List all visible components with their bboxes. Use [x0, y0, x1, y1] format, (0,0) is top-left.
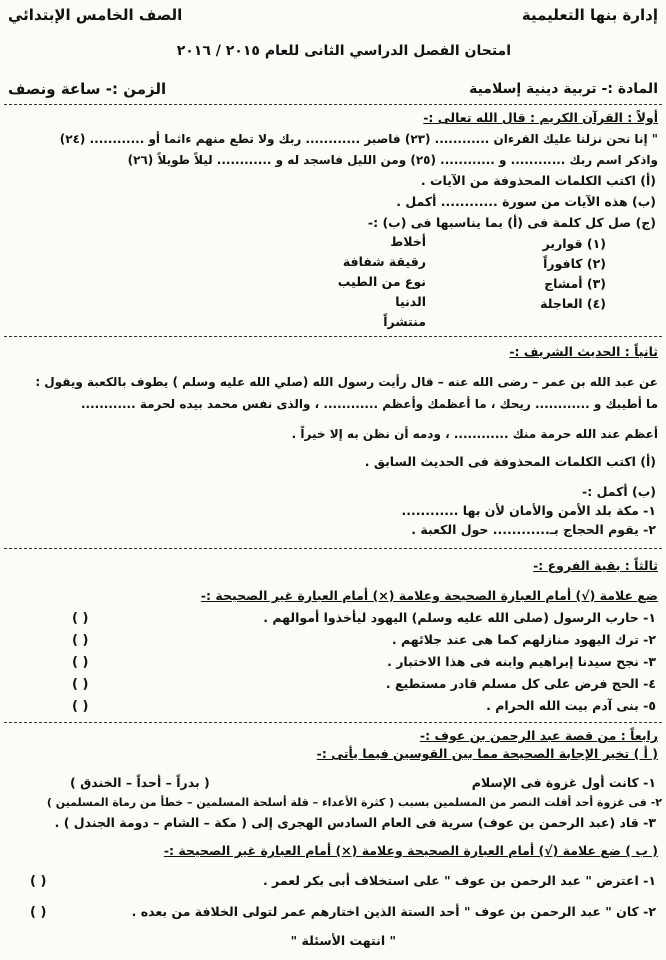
- q4-a-item-3: ٣- قاد (عبد الرحمن بن عوف) سرية فى العام السادس الهجرى إلى ( مكة – الشام – دومة الجندل ) .: [54, 815, 656, 830]
- q3-title: ثالثاً : بقية الفروع :-: [533, 558, 658, 573]
- q2-complete-2: ٢- يقوم الحجاج بـ............ حول الكعبة .: [411, 522, 656, 537]
- exam-title: امتحان الفصل الدراسي الثانى للعام ٢٠١٥ / ٢٠١٦: [176, 43, 511, 59]
- match-a-2: (٢) كافوراً: [543, 256, 606, 271]
- q4-b-item-1: ١- اعترض " عبد الرحمن بن عوف " على استخلاف أبى بكر لعمر .: [262, 873, 656, 888]
- q4-part-a-title: ( أ ) تخير الإجابة الصحيحة مما بين القوسين فيما يأتى :-: [316, 746, 658, 761]
- match-b-3: نوع من الطيب: [337, 274, 426, 289]
- divider: [4, 548, 662, 549]
- q1-part-b: (ب) هذه الآيات من سورة ............ أكمل .: [396, 194, 656, 209]
- q1-part-c: (ج) صل كل كلمة فى (أ) بما يناسبها فى (ب) :-: [367, 215, 656, 230]
- admin-name: إدارة بنها التعليمية: [521, 6, 658, 24]
- answer-parens[interactable]: ( ): [72, 611, 89, 626]
- match-b-1: أخلاط: [390, 234, 426, 249]
- q2-complete-1: ١- مكة بلد الأمن والأمان لأن بها ............: [401, 503, 656, 518]
- q4-part-b-title: ( ب ) ضع علامة (√) أمام العبارة الصحيحة وعلامة (×) أمام العبارة غير الصحيحة :-: [163, 843, 658, 858]
- q1-verse-line2: واذكر اسم ربك ............ و ............ (٢٥) ومن الليل فاسجد له و ............ ليلاً طويلاً (٢٦): [127, 153, 658, 167]
- divider: [4, 336, 662, 337]
- q4-title: رابعاً : من قصة عبد الرحمن بن عوف :-: [419, 728, 658, 743]
- q2-hadith-line3: أعظم عند الله حرمة منك ............ ، ودمه أن نظن به إلا خيراً .: [291, 427, 658, 441]
- subject-label: المادة :- تربية دينية إسلامية: [469, 81, 658, 97]
- q2-hadith-line2: ما أطيبك و ............ ريحك ، ما أعظمك وأعظم ............ ، والذى نفس محمد بيده لحرمة ............: [80, 397, 658, 411]
- q3-item-3: ٣- نجح سيدنا إبراهيم وابنه فى هذا الاختبار .: [387, 654, 656, 669]
- answer-parens[interactable]: ( ): [30, 905, 47, 920]
- answer-parens[interactable]: ( ): [72, 699, 89, 714]
- match-a-1: (١) قوارير: [542, 236, 606, 251]
- q4-a-item-1: ١- كانت أول غزوة فى الإسلام: [471, 775, 656, 790]
- match-a-4: (٤) العاجلة: [540, 296, 606, 311]
- end-of-questions: " انتهت الأسئلة ": [290, 933, 396, 948]
- q4-a-item-2: ٢- فى غزوة أحد أفلت النصر من المسلمين بسبب ( كثرة الأعداء – قلة أسلحة المسلمين – خطأ من رماة المسلمين ): [46, 796, 662, 809]
- match-a-3: (٣) أمشاج: [544, 276, 606, 291]
- q2-part-b: (ب) أكمل :-: [582, 484, 656, 499]
- q2-title: ثانياً : الحديث الشريف :-: [509, 344, 658, 359]
- divider: [4, 722, 662, 723]
- q3-item-2: ٢- ترك اليهود منازلهم كما هى عند جلائهم .: [391, 632, 656, 647]
- answer-parens[interactable]: ( ): [72, 633, 89, 648]
- divider: [4, 104, 662, 105]
- grade-label: الصف الخامس الإبتدائي: [8, 6, 183, 24]
- q1-verse-line1: " إنا نحن نزلنا عليك القرءان ............ (٢٣) فاصبر ............ ربك ولا تطع منهم ءاثما أو ............ (٢٤): [59, 132, 658, 146]
- q4-b-item-2: ٢- كان " عبد الرحمن بن عوف " أحد الستة الذين اختارهم عمر لتولى الخلافة من بعده .: [131, 904, 656, 919]
- q3-item-5: ٥- بنى آدم بيت الله الحرام .: [486, 698, 656, 713]
- q3-instruction: ضع علامة (√) أمام العبارة الصحيحة وعلامة (×) أمام العبارة غير الصحيحة :-: [200, 588, 658, 603]
- q1-part-a: (أ) اكتب الكلمات المحذوفة من الآيات .: [420, 173, 656, 188]
- q2-hadith-line1: عن عبد الله بن عمر – رضى الله عنه – قال رأيت رسول الله (صلي الله عليه وسلم ) يطوف بالكعبة ويقول :: [35, 375, 658, 389]
- q4-a-item-1-options: ( بدراً – أحداً – الخندق ): [70, 775, 210, 790]
- answer-parens[interactable]: ( ): [72, 655, 89, 670]
- q3-item-1: ١- حارب الرسول (صلى الله عليه وسلم) اليهود ليأخذوا أموالهم .: [263, 610, 656, 625]
- match-b-4: الدنيا: [395, 294, 426, 309]
- answer-parens[interactable]: ( ): [30, 874, 47, 889]
- answer-parens[interactable]: ( ): [72, 677, 89, 692]
- match-b-5: منتشراً: [383, 314, 426, 329]
- match-b-2: رقيقة شفافة: [342, 254, 426, 269]
- q3-item-4: ٤- الحج فرض على كل مسلم قادر مستطيع .: [385, 676, 656, 691]
- q1-title: أولاً : القرآن الكريم : قال الله تعالى :-: [423, 110, 658, 125]
- time-label: الزمن :- ساعة ونصف: [8, 80, 167, 98]
- q2-part-a: (أ) اكتب الكلمات المحذوفة فى الحديث السابق .: [364, 454, 656, 469]
